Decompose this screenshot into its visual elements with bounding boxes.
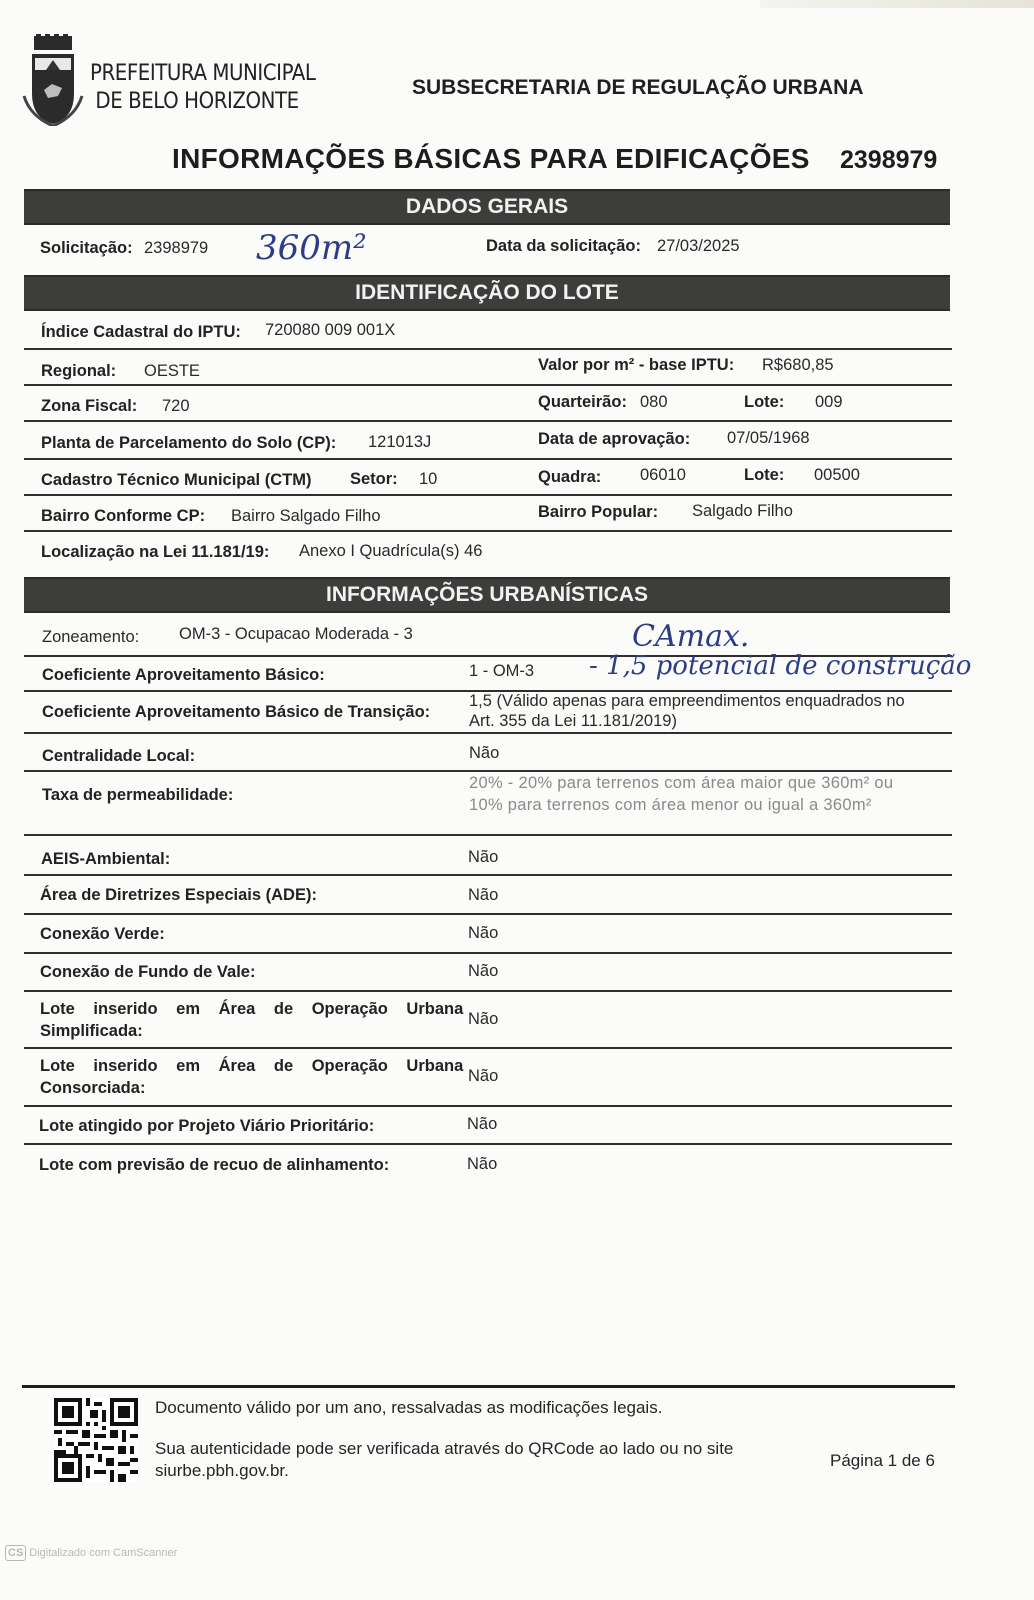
planta-value: 121013J: [368, 433, 432, 451]
row-fundo-vale: [24, 954, 952, 992]
city-coat-of-arms-icon: [22, 34, 84, 126]
indice-value: 720080 009 001X: [265, 321, 396, 339]
cabt-label: Coeficiente Aproveitamento Básico de Transição:: [42, 703, 431, 721]
prefeitura-name: [90, 60, 315, 116]
quarteirao-value: 080: [640, 393, 668, 411]
localizacao-value: Anexo I Quadrícula(s) 46: [299, 542, 483, 560]
camscanner-logo-icon: CS: [5, 1545, 26, 1561]
solicitacao-value: 2398979: [144, 239, 209, 257]
item-label: Conexão de Fundo de Vale:: [40, 963, 256, 981]
handwritten-potencial-note: - 1,5 potencial de construção: [589, 651, 972, 681]
row-projeto-viario: [24, 1107, 952, 1145]
bairro-popular-label: Bairro Popular:: [538, 503, 659, 521]
subsecretaria-title: SUBSECRETARIA DE REGULAÇÃO URBANA: [412, 76, 864, 99]
section-header-identificacao: [24, 275, 950, 311]
item-label: Lote atingido por Projeto Viário Prioritário:: [39, 1117, 375, 1135]
regional-label: Regional:: [41, 362, 117, 380]
taxa-value-line1: 20% - 20% para terrenos com área maior que 360m² ou: [469, 774, 894, 792]
item-label-line1: Lote inserido em Área de Operação Urbana: [40, 1057, 464, 1075]
scan-edge: [760, 0, 1034, 8]
lote-label: Lote:: [744, 393, 785, 411]
scanner-watermark: [5, 1545, 177, 1561]
bairro-popular-value: Salgado Filho: [692, 502, 793, 520]
regional-value: OESTE: [144, 362, 200, 380]
valor-m2-value: R$680,85: [762, 356, 834, 374]
row-ade: [24, 876, 952, 915]
document-number: 2398979: [840, 146, 938, 174]
section-header-dados-gerais: [24, 189, 950, 225]
indice-label: Índice Cadastral do IPTU:: [41, 323, 241, 341]
quadra-value: 06010: [640, 466, 686, 484]
centralidade-value: Não: [469, 744, 500, 762]
solicitacao-label: Solicitação:: [40, 239, 133, 257]
item-value: Não: [468, 1010, 499, 1028]
row-planta: [24, 422, 952, 460]
row-operacao-simplificada: [24, 992, 952, 1049]
item-value: Não: [467, 1115, 498, 1133]
row-aeis: [24, 836, 952, 876]
validity-note: Documento válido por um ano, ressalvadas as modificações legais.: [155, 1398, 663, 1417]
setor-value: 10: [419, 470, 438, 488]
org-line-1: PREFEITURA MUNICIPAL: [90, 61, 316, 86]
taxa-label: Taxa de permeabilidade:: [42, 786, 234, 804]
row-centralidade: [24, 734, 952, 772]
zona-fiscal-value: 720: [162, 397, 190, 415]
item-label-line1: Lote inserido em Área de Operação Urbana: [40, 1000, 464, 1018]
cab-value: 1 - OM-3: [469, 662, 535, 680]
row-solicitacao: [24, 226, 952, 274]
row-zona-fiscal: [24, 386, 952, 422]
org-line-2: DE BELO HORIZONTE: [95, 89, 299, 114]
item-label: Área de Diretrizes Especiais (ADE):: [40, 886, 317, 904]
cab-label: Coeficiente Aproveitamento Básico:: [42, 666, 325, 684]
lote-ctm-value: 00500: [814, 466, 860, 484]
zoneamento-value: OM-3 - Ocupacao Moderada - 3: [179, 625, 413, 643]
item-label: Lote com previsão de recuo de alinhamento:: [39, 1156, 390, 1174]
row-recuo: [24, 1145, 952, 1181]
section-title: DADOS GERAIS: [405, 195, 569, 218]
localizacao-label: Localização na Lei 11.181/19:: [41, 543, 270, 561]
row-coeficiente-basico: [24, 651, 972, 692]
row-regional: [24, 350, 952, 386]
planta-label: Planta de Parcelamento do Solo (CP):: [41, 434, 337, 452]
handwritten-area-note: 360m²: [256, 228, 367, 268]
data-solicitacao-value: 27/03/2025: [657, 237, 740, 255]
quadra-label: Quadra:: [538, 468, 602, 486]
row-operacao-consorciada: [24, 1049, 952, 1107]
qr-code-icon[interactable]: [54, 1397, 138, 1483]
item-value: Não: [468, 886, 499, 904]
quarteirao-label: Quarteirão:: [538, 393, 627, 411]
row-taxa-permeabilidade: [24, 772, 952, 836]
section-title: IDENTIFICAÇÃO DO LOTE: [355, 281, 619, 304]
footer-divider: [22, 1385, 955, 1388]
document-title: INFORMAÇÕES BÁSICAS PARA EDIFICAÇÕES: [172, 143, 810, 174]
item-value: Não: [468, 848, 499, 866]
lote-ctm-label: Lote:: [744, 466, 785, 484]
item-value: Não: [468, 924, 499, 942]
row-indice: [24, 312, 952, 350]
bairro-cp-label: Bairro Conforme CP:: [41, 507, 206, 525]
watermark-text: Digitalizado com CamScanner: [29, 1547, 178, 1559]
verification-site-link[interactable]: siurbe.pbh.gov.br.: [155, 1461, 289, 1480]
row-coeficiente-transicao: [24, 692, 952, 734]
cabt-value-line2: Art. 355 da Lei 11.181/2019): [469, 712, 677, 730]
taxa-value-line2: 10% para terrenos com área menor ou igual a 360m²: [469, 796, 872, 814]
item-label: Conexão Verde:: [40, 925, 165, 943]
row-conexao-verde: [24, 915, 952, 954]
setor-label: Setor:: [350, 470, 398, 488]
item-label: AEIS-Ambiental:: [41, 850, 171, 868]
item-value: Não: [468, 1067, 499, 1085]
row-bairro: [24, 496, 952, 532]
section-header-urbanisticas: [24, 577, 950, 613]
lote-value: 009: [815, 393, 843, 411]
valor-m2-label: Valor por m² - base IPTU:: [538, 356, 735, 374]
authenticity-note: Sua autenticidade pode ser verificada através do QRCode ao lado ou no site: [155, 1439, 734, 1458]
data-aprovacao-value: 07/05/1968: [727, 429, 810, 447]
row-ctm: [24, 460, 952, 496]
data-aprovacao-label: Data de aprovação:: [538, 430, 691, 448]
row-localizacao: [24, 532, 952, 568]
data-solicitacao-label: Data da solicitação:: [486, 237, 641, 255]
cabt-value-line1: 1,5 (Válido apenas para empreendimentos enquadrados no: [469, 692, 905, 710]
item-label-line2: Simplificada:: [40, 1022, 143, 1040]
section-title: INFORMAÇÕES URBANÍSTICAS: [325, 583, 648, 606]
zoneamento-label: Zoneamento:: [42, 628, 140, 646]
ctm-label: Cadastro Técnico Municipal (CTM): [41, 471, 312, 489]
item-value: Não: [467, 1155, 498, 1173]
item-value: Não: [468, 962, 499, 980]
page-indicator: Página 1 de 6: [830, 1451, 935, 1470]
bairro-cp-value: Bairro Salgado Filho: [231, 507, 381, 525]
zona-fiscal-label: Zona Fiscal:: [41, 397, 138, 415]
centralidade-label: Centralidade Local:: [42, 747, 196, 765]
handwritten-camax-note: CAmax.: [632, 619, 750, 654]
item-label-line2: Consorciada:: [40, 1079, 146, 1097]
